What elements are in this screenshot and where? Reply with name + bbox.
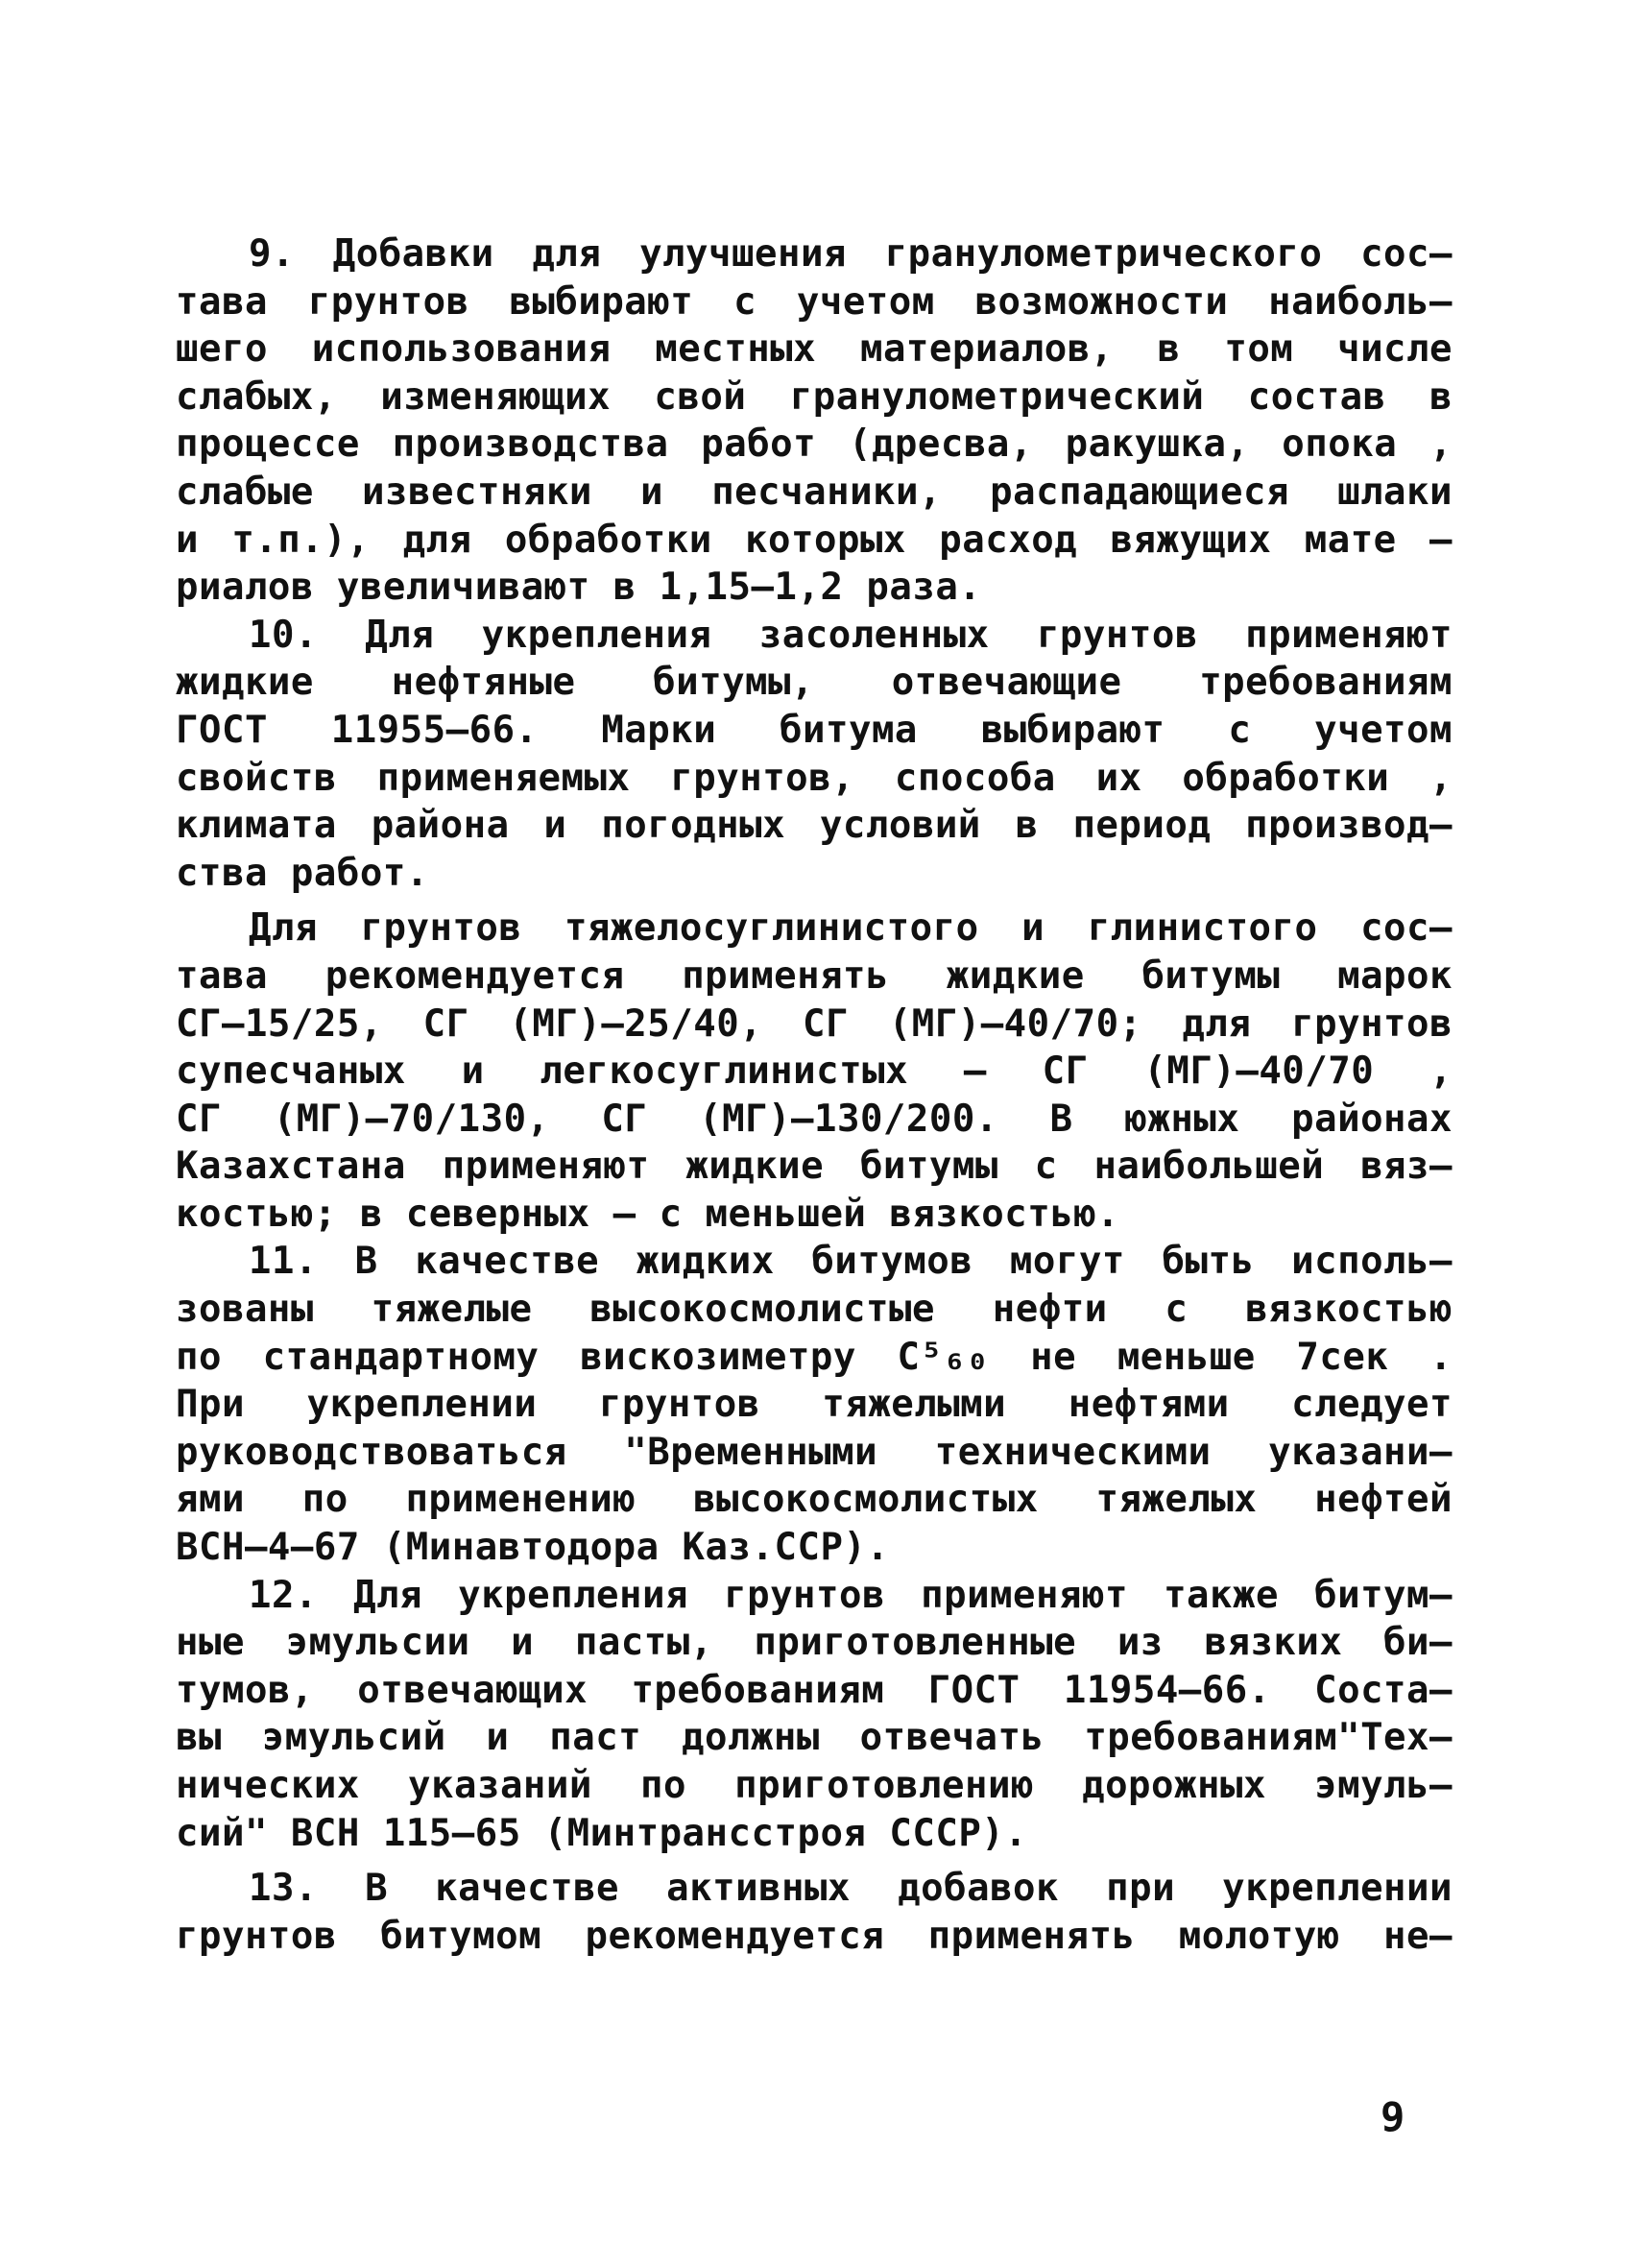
text-line: риалов увеличивают в 1,15–1,2 раза. xyxy=(176,566,982,610)
text-line: нических указаний по приготовлению дорожных эмуль– xyxy=(176,1764,1453,1807)
page-number: 9 xyxy=(1381,2093,1405,2140)
text-line: грунтов битумом рекомендуется применять молотую не– xyxy=(176,1914,1453,1958)
text-line: сий" ВСН 115–65 (Минтрансстроя СССР). xyxy=(176,1811,1028,1855)
text-line: Казахстана применяют жидкие битумы с наибольшей вяз– xyxy=(176,1145,1453,1189)
paragraph-9 xyxy=(176,230,1453,612)
text-line: жидкие нефтяные битумы, отвечающие требованиям xyxy=(176,661,1453,705)
text-line: руководствоваться "Временными техническими указани– xyxy=(176,1430,1453,1474)
text-line: 11. В качестве жидких битумов могут быть исполь– xyxy=(249,1240,1453,1284)
text-line: зованы тяжелые высокосмолистые нефти с вязкостью xyxy=(176,1288,1453,1332)
text-line: ВСН–4–67 (Минавтодора Каз.ССР). xyxy=(176,1526,890,1570)
paragraph-13 xyxy=(176,1865,1453,1960)
text-line: супесчаных и легкосуглинистых – СГ (МГ)–40/70 , xyxy=(176,1050,1453,1094)
text-line: СГ (МГ)–70/130, СГ (МГ)–130/200. В южных районах xyxy=(176,1097,1453,1141)
paragraph-12 xyxy=(176,1572,1453,1858)
text-line: ства работ. xyxy=(176,851,429,895)
text-line: Для грунтов тяжелосуглинистого и глинистого сос– xyxy=(249,906,1453,951)
text-line: 10. Для укрепления засоленных грунтов применяют xyxy=(249,613,1453,657)
text-line: ные эмульсии и пасты, приготовленные из вязких би– xyxy=(176,1621,1453,1665)
text-line: тумов, отвечающих требованиям ГОСТ 11954–66. Соста– xyxy=(176,1668,1453,1712)
text-line: 9. Добавки для улучшения гранулометрического сос– xyxy=(249,232,1453,276)
text-line: слабых, изменяющих свой гранулометрический состав в xyxy=(176,374,1453,419)
paragraph-10-continued xyxy=(176,905,1453,1238)
text-line: тава рекомендуется применять жидкие битумы марок xyxy=(176,953,1453,998)
text-line: свойств применяемых грунтов, способа их обработки , xyxy=(176,756,1453,800)
text-line: 12. Для укрепления грунтов применяют также битум– xyxy=(249,1573,1453,1617)
document-body xyxy=(176,230,1453,1960)
text-line: вы эмульсий и паст должны отвечать требованиям"Тех– xyxy=(176,1716,1453,1760)
text-line: слабые известняки и песчаники, распадающиеся шлаки xyxy=(176,470,1453,514)
text-line: климата района и погодных условий в период производ– xyxy=(176,804,1453,848)
text-line: При укреплении грунтов тяжелыми нефтями следует xyxy=(176,1383,1453,1427)
text-line: по стандартному вискозиметру С⁵₆₀ не меньше 7сек . xyxy=(176,1335,1453,1379)
text-line: процессе производства работ (дресва, ракушка, опока , xyxy=(176,422,1453,467)
text-line: СГ–15/25, СГ (МГ)–25/40, СГ (МГ)–40/70; для грунтов xyxy=(176,1001,1453,1046)
text-line: тава грунтов выбирают с учетом возможности наиболь– xyxy=(176,279,1453,324)
paragraph-11 xyxy=(176,1238,1453,1571)
text-line: ями по применению высокосмолистых тяжелых нефтей xyxy=(176,1478,1453,1522)
text-line: 13. В качестве активных добавок при укреплении xyxy=(249,1867,1453,1911)
text-line: и т.п.), для обработки которых расход вяжущих мате – xyxy=(176,518,1453,562)
paragraph-10 xyxy=(176,612,1453,898)
text-line: ГОСТ 11955–66. Марки битума выбирают с учетом xyxy=(176,708,1453,752)
text-line: костью; в северных – с меньшей вязкостью. xyxy=(176,1192,1120,1236)
text-line: шего использования местных материалов, в том числе xyxy=(176,327,1453,372)
